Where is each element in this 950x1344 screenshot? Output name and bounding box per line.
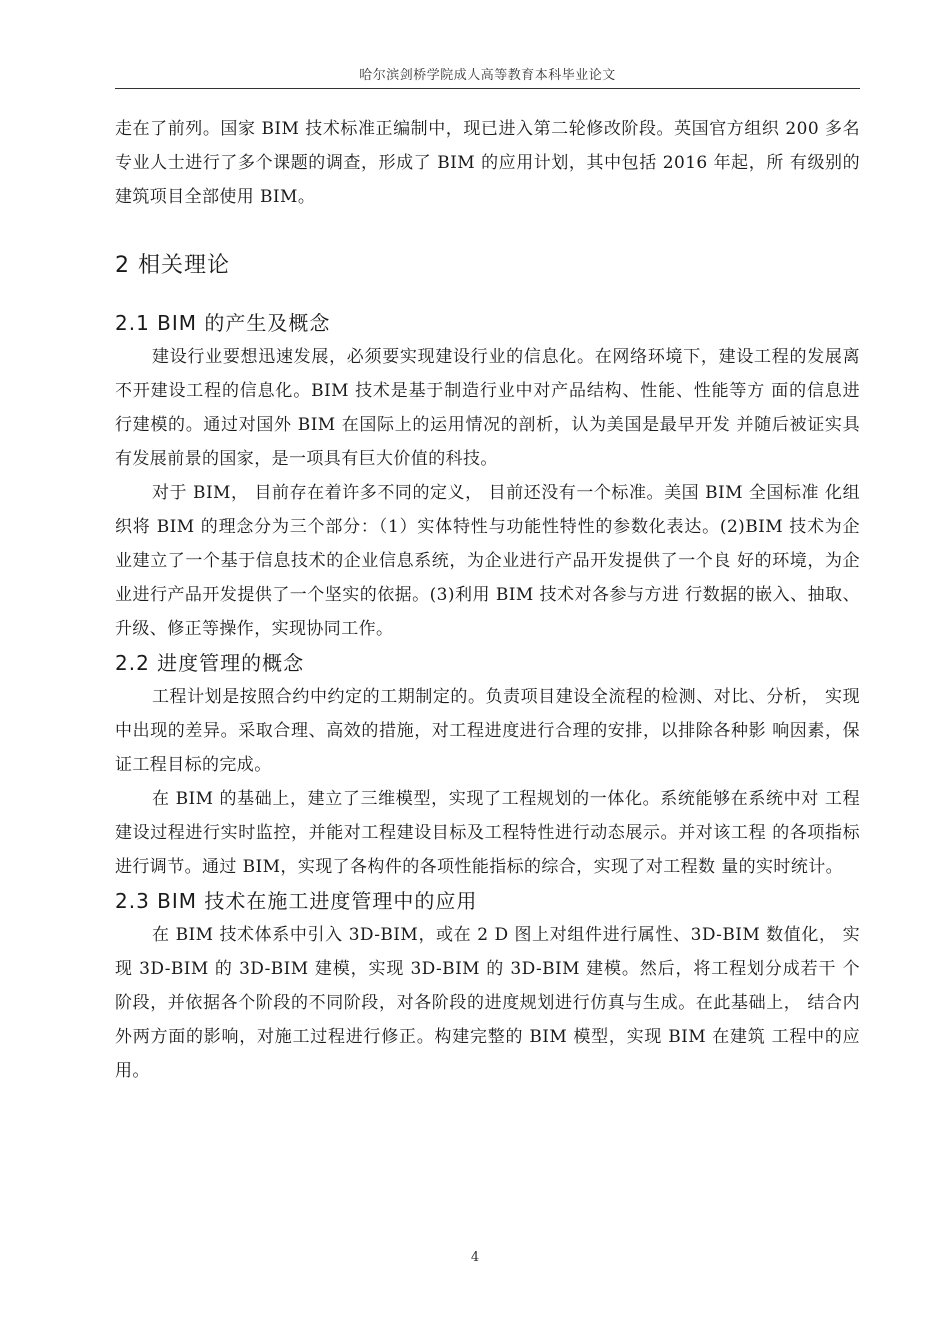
document-body: [115, 112, 860, 1088]
paragraph-2-3-a: 在 BIM 技术体系中引入 3D-BIM，或在 2 D 图上对组件进行属性、3D-BIM 数值化， 实现 3D-BIM 的 3D-BIM 建模，实现 3D-BIM 的 3D-BIM 建模。然后，将工程划分成若干 个阶段，并依据各个阶段的不同阶段，对各阶段的进度规划进行仿真与生成。在此基础上， 结合内外两方面的影响，对施工过程进行修正。构建完整的 BIM 模型，实现 BIM 在建筑 工程中的应用。: [115, 925, 860, 1081]
paragraph-2-1-a: 建设行业要想迅速发展，必须要实现建设行业的信息化。在网络环境下，建设工程的发展离不开建设工程的信息化。BIM 技术是基于制造行业中对产品结构、性能、性能等方 面的信息进行建模的。通过对国外 BIM 在国际上的运用情况的剖析，认为美国是最早开发 并随后被证实具有发展前景的国家，是一项具有巨大价值的科技。: [115, 347, 860, 469]
section-heading-2-1: 2.1 BIM 的产生及概念: [115, 311, 331, 335]
header-rule: [115, 88, 860, 89]
chapter-heading: 2 相关理论: [115, 253, 230, 278]
section-heading-2-3: 2.3 BIM 技术在施工进度管理中的应用: [115, 889, 478, 913]
paragraph-2-1-b: 对于 BIM， 目前存在着许多不同的定义， 目前还没有一个标准。美国 BIM 全国标准 化组织将 BIM 的理念分为三个部分：（1）实体特性与功能性特性的参数化表达。(2)BIM 技术为企业建立了一个基于信息技术的企业信息系统，为企业进行产品开发提供了一个良 好的环境，为企业进行产品开发提供了一个坚实的依据。(3)利用 BIM 技术对各参与方进 行数据的嵌入、抽取、升级、修正等操作，实现协同工作。: [115, 483, 860, 639]
paragraph-2-2-b: 在 BIM 的基础上，建立了三维模型，实现了工程规划的一体化。系统能够在系统中对 工程建设过程进行实时监控，并能对工程建设目标及工程特性进行动态展示。并对该工程 的各项指标进行调节。通过 BIM，实现了各构件的各项性能指标的综合，实现了对工程数 量的实时统计。: [115, 789, 860, 877]
intro-paragraph: 走在了前列。国家 BIM 技术标准正编制中，现已进入第二轮修改阶段。英国官方组织 200 多名专业人士进行了多个课题的调查，形成了 BIM 的应用计划，其中包括 2016 年起，所 有级别的建筑项目全部使用 BIM。: [115, 119, 860, 207]
page-header: 哈尔滨剑桥学院成人高等教育本科毕业论文: [359, 68, 616, 83]
section-heading-2-2: 2.2 进度管理的概念: [115, 651, 305, 675]
paragraph-2-2-a: 工程计划是按照合约中约定的工期制定的。负责项目建设全流程的检测、对比、分析， 实现中出现的差异。采取合理、高效的措施，对工程进度进行合理的安排，以排除各种影 响因素，保证工程目标的完成。: [115, 687, 860, 775]
page-number: 4: [470, 1250, 480, 1265]
